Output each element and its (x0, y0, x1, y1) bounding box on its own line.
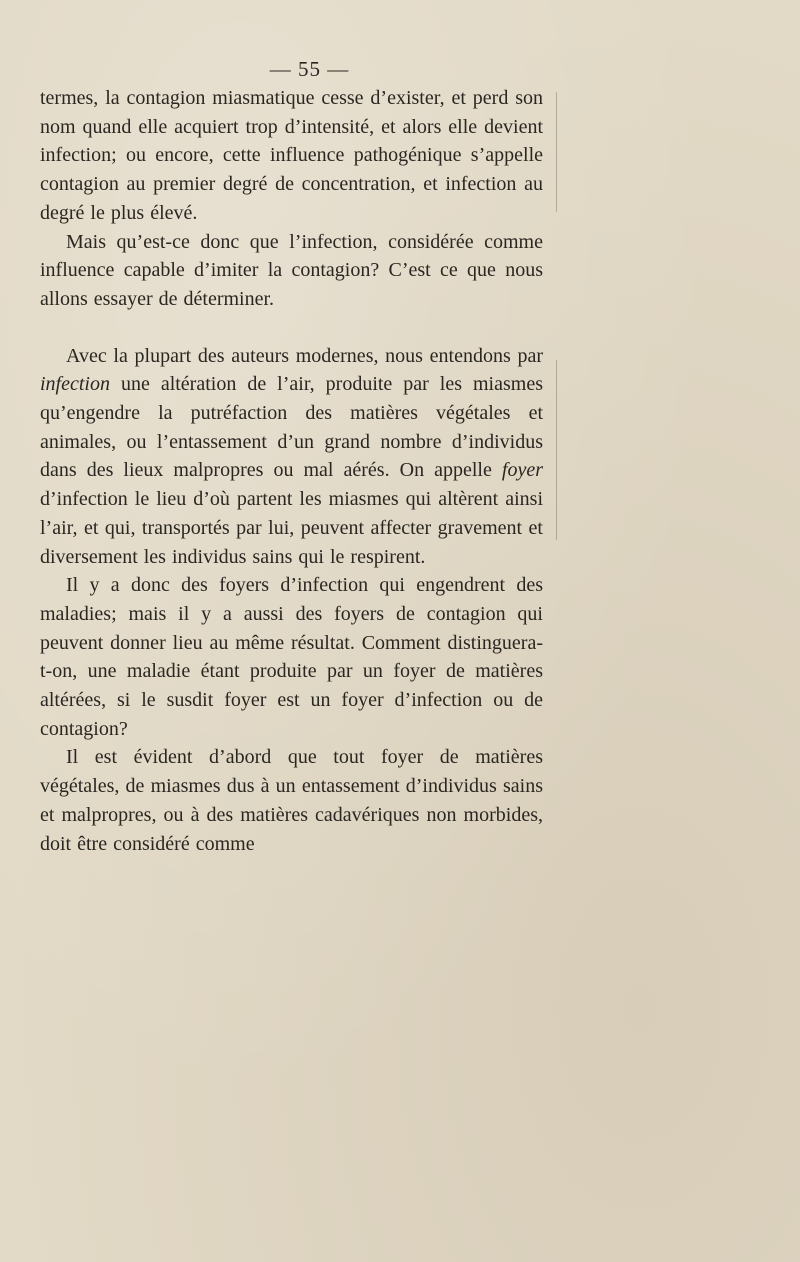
paragraph-question: Mais qu’est-ce donc que l’infection, considérée comme influence capable d’imiter la contagion? C’est ce que nous allons essayer de déterminer. (40, 230, 543, 310)
text-run: une altération de l’air, produite par les miasmes qu’engendre la putréfaction des matières végétales et animales, ou l’entassement d’un grand nombre d’individus dans des lieux malpropres ou mal aérés. On appelle (40, 373, 543, 482)
emphasis-foyer: foyer (501, 459, 543, 482)
book-page (40, 54, 543, 858)
section-gap (40, 314, 543, 342)
emphasis-infection: infection (40, 373, 110, 396)
text-run: d’infection le lieu d’où partent les miasmes qui altèrent ainsi l’air, et qui, transportés par lui, peuvent affecter gravement et diversement les individus sains qui le respirent. (40, 488, 543, 568)
paragraph-evident: Il est évident d’abord que tout foyer de matières végétales, de miasmes dus à un entassement d’individus sains et malpropres, ou à des matières cadavériques non morbides, doit être considéré comme (40, 746, 543, 855)
text-run: Avec la plupart des auteurs modernes, nous entendons par (66, 344, 543, 367)
page-number: — 55 — (269, 57, 350, 81)
paragraph-continuation: termes, la contagion miasmatique cesse d’exister, et perd son nom quand elle acquiert trop d’intensité, et alors elle devient infection; ou encore, cette influence pathogénique s’appelle contagion au premier degré de concentration, et infection au degré le plus élevé. (40, 87, 543, 224)
margin-bracket (556, 360, 587, 540)
paragraph-foyers: Il y a donc des foyers d’infection qui engendrent des maladies; mais il y a aussi des foyers de contagion qui peuvent donner lieu au même résultat. Comment distinguera-t-on, une maladie étant produite par un foyer de matières altérées, si le susdit foyer est un foyer d’infection ou de contagion? (40, 574, 543, 740)
margin-bracket (556, 92, 587, 212)
paragraph-definition (40, 342, 543, 572)
